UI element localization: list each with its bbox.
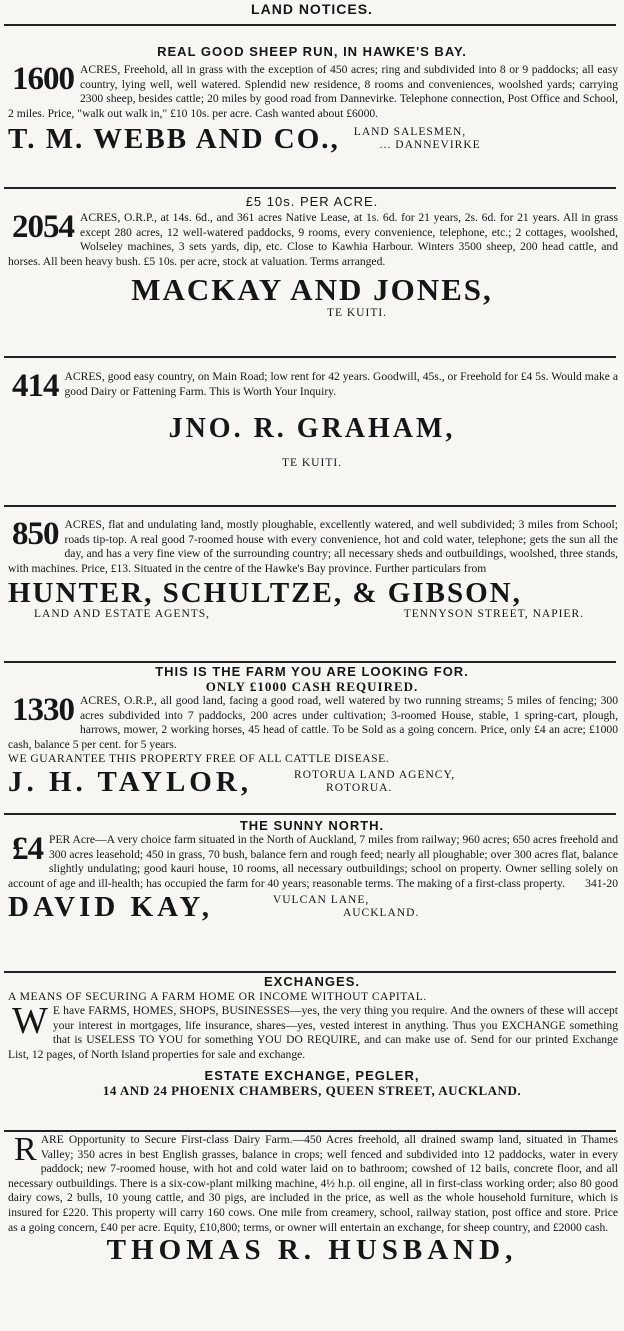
ad-kawhia-property	[0, 194, 624, 352]
ad-body: ACRES, O.R.P., at 14s. 6d., and 361 acres Native Lease, at 1s. 6d. for 21 years, 2s. 6d. for 21 years. All in grass except 280 acres, 12 well-watered paddocks, 9 rooms, every convenience, telephone, etc.; 2 cottages, woolshed, Wolseley machines, 3 sets yards, dip, etc. Close to Kawhia Harbour. Winters 3500 sheep, 200 head cattle, and horses. All been heavy bush. £5 10s. per acre, stock at valuation. Terms arranged.	[8, 211, 618, 268]
page-title: LAND NOTICES.	[251, 2, 373, 17]
ad-heading: £5 10s. PER ACRE.	[245, 194, 379, 209]
agent-title: LAND AND ESTATE AGENTS,	[34, 608, 211, 621]
ad-body: ACRES, O.R.P., all good land, facing a good road, well watered by two running streams; 5 miles of fencing; 300 acres subdivided into 7 paddocks, 200 acres under cultivation; 3-roomed House, stable, 1 spring-cart, plough, harrows, mower, 2 working horses, 45 head of cattle. To be Sold as a going concern. Price, only £4 an acre; £1000 cash, balance 5 per cent. for 5 years.	[8, 694, 618, 751]
guarantee-line: WE GUARANTEE THIS PROPERTY FREE OF ALL CATTLE DISEASE.	[8, 752, 390, 766]
divider	[4, 356, 616, 358]
ad-subheading: A MEANS OF SECURING A FARM HOME OR INCOME WITHOUT CAPITAL.	[8, 990, 427, 1003]
agent-name: DAVID KAY,	[8, 891, 213, 924]
ad-body: ARE Opportunity to Secure First-class Dairy Farm.—450 Acres freehold, all drained swamp land, situated in Thames Valley; 350 acres in best English grasses, balance in crops; well fenced and subdivided into 12 paddocks, water in every paddock; new 7-roomed house, with hot and cold water laid on to bathroom; cowshed of 12 bails, concrete floor, and all necessary outbuildings. There is a six-cow-plant milking machine, 4½ h.p. oil engine, all in first-class working order; also 80 good dairy cows, 2 bulls, 10 young cattle, and 30 pigs, are included in the price, as well as the whole household furniture, which is insured for £220. This property will carry 160 cows. One mile from creamery, school, railway station, post office and store. Price as a going concern, £40 per acre. Equity, £10,800; terms, or owner will entertain an exchange, for sheep country, and £2000 cash.	[8, 1133, 618, 1234]
agent-name: T. M. WEBB AND CO.,	[8, 123, 340, 156]
divider	[4, 1130, 616, 1132]
price-number: £4	[12, 831, 43, 867]
ad-hawkes-bay-sheep-run	[0, 44, 624, 174]
drop-cap: W	[12, 1000, 48, 1042]
divider	[4, 813, 616, 815]
ad-subheading: ONLY £1000 CASH REQUIRED.	[205, 679, 419, 694]
ad-sunny-north	[0, 818, 624, 970]
agent-name: HUNTER, SCHULTZE, & GIBSON,	[8, 577, 522, 610]
ad-farm-you-are-looking-for	[0, 664, 624, 809]
ad-main-road-farm	[0, 370, 624, 502]
divider	[4, 24, 616, 26]
agent-address-line2: AUCKLAND.	[342, 907, 420, 920]
divider	[4, 505, 616, 507]
ad-exchanges	[0, 974, 624, 1134]
agent-address-line2: ROTORUA.	[326, 782, 393, 795]
acreage-number: 1330	[12, 692, 74, 728]
agent-address-line1: LAND SALESMEN,	[353, 126, 467, 139]
acreage-number: 414	[12, 370, 59, 404]
divider	[4, 971, 616, 973]
ad-thames-valley-dairy-farm	[0, 1133, 624, 1331]
acreage-number: 1600	[12, 61, 74, 97]
ad-body: ACRES, flat and undulating land, mostly ploughable, excellently watered, and well subdivided; 3 miles from School; roads tip-top. A real good 7-roomed house with every convenience, hot and cold water, telephone; gets the sun all the day, and has a very fine view of the surrounding country; all necessary sheds and outbuildings, woolshed, three stands, with machines. Price, £13. Situated in the centre of the Hawke's Bay province. Further particulars from	[8, 518, 618, 575]
acreage-number: 850	[12, 518, 59, 552]
agent-block	[8, 891, 616, 923]
ad-body: E have FARMS, HOMES, SHOPS, BUSINESSES—yes, the very thing you require. And the owners of these will accept your interest in mortgages, life insurance, shares—yes, vested interest in anything. Thus you EXCHANGE something that is USELESS TO YOU for something YOU DO REQUIRE, and can make use of. Send for our printed Exchange List, 12 pages, of North Island properties for sale and exchange.	[8, 1004, 618, 1061]
ad-body: PER Acre—A very choice farm situated in the North of Auckland, 7 miles from railway; 960 acres; 650 acres freehold and 300 acres leasehold; 450 in grass, 70 bush, balance fern and rough feed; nearly all ploughable; over 300 acres flat, balance slightly undulating; good kauri house, 10 rooms, all necessary outbuildings; school on property. Owner selling solely on account of age and ill-health; has occupied the farm for 40 years; reasonable terms. The making of a first-class property.	[8, 833, 618, 890]
ad-heading: THE SUNNY NORTH.	[239, 818, 385, 833]
drop-cap: R	[14, 1133, 37, 1168]
agent-address: TE KUITI.	[326, 307, 388, 320]
agent-address-line1: VULCAN LANE,	[272, 894, 370, 907]
acreage-number: 2054	[12, 209, 74, 245]
agent-address: TE KUITI.	[281, 457, 343, 470]
agent-name: THOMAS R. HUSBAND,	[106, 1234, 518, 1267]
divider	[4, 187, 616, 189]
ad-hawkes-bay-850-acres	[0, 518, 624, 658]
ad-reference: 341-20	[585, 876, 618, 890]
agent-name: JNO. R. GRAHAM,	[168, 413, 456, 445]
ad-body: ACRES, good easy country, on Main Road; low rent for 42 years. Goodwill, 45s., or Freehold for £4 5s. Would make a good Dairy or Fattening Farm. This is Worth Your Inquiry.	[64, 370, 618, 398]
agent-block	[8, 766, 616, 798]
agent-name: J. H. TAYLOR,	[8, 766, 253, 799]
agent-address: TENNYSON STREET, NAPIER.	[403, 608, 584, 621]
page-header	[0, 2, 624, 22]
agent-name: MACKAY AND JONES,	[131, 272, 493, 308]
divider	[4, 661, 616, 663]
agent-name: ESTATE EXCHANGE, PEGLER,	[204, 1068, 420, 1084]
agent-address-line2: ... DANNEVIRKE	[379, 139, 481, 152]
ad-body: ACRES, Freehold, all in grass with the exception of 450 acres; ring and subdivided into 8 or 9 paddocks; all easy country, lying well, well watered. Splendid new residence, 8 rooms and conveniences, woolshed yards; carrying 2300 sheep, besides cattle; 20 miles by good road from Dannevirke. Telephone connection, Post Office and School, 2 miles. Price, "walk out walk in," £10 10s. per acre. Cash wanted about £6000.	[8, 63, 618, 120]
ad-heading: THIS IS THE FARM YOU ARE LOOKING FOR.	[155, 664, 469, 679]
agent-address: 14 AND 24 PHOENIX CHAMBERS, QUEEN STREET, AUCKLAND.	[102, 1083, 522, 1099]
agent-block	[8, 123, 616, 155]
ad-heading: EXCHANGES.	[264, 974, 360, 989]
ad-heading: REAL GOOD SHEEP RUN, IN HAWKE'S BAY.	[157, 44, 467, 59]
agent-address-line1: ROTORUA LAND AGENCY,	[294, 769, 456, 782]
